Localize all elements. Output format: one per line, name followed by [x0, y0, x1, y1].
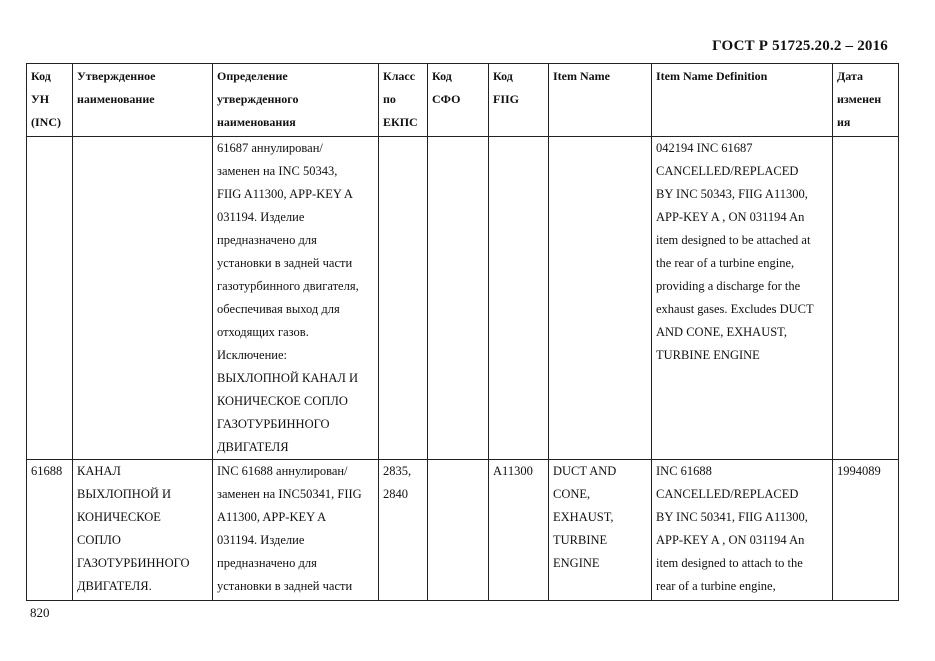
cell-text-line: item designed to be attached at	[656, 233, 811, 247]
cell-text-line: INC 61688 аннулирован/	[217, 464, 348, 478]
cell-text-line: предназначено для	[217, 233, 317, 247]
cell-text-line: BY INC 50343, FIIG A11300,	[656, 187, 808, 201]
cell-item-name-definition	[652, 137, 833, 460]
cell-text-line: Определение	[217, 69, 288, 83]
cell-text-line: ВЫХЛОПНОЙ КАНАЛ И	[217, 371, 359, 385]
cell-text-line: APP-KEY A , ON 031194 An	[656, 533, 805, 547]
cell-text-line: FIIG	[493, 92, 520, 106]
cell-text-line: (INC)	[31, 115, 61, 129]
header-cell-fiig-code	[489, 64, 549, 137]
cell-text-line: 031194. Изделие	[217, 533, 305, 547]
cell-item-name	[549, 137, 652, 460]
cell-text-line: Дата	[837, 69, 863, 83]
cell-text-line: ДВИГАТЕЛЯ	[217, 440, 289, 454]
cell-sfo-code	[428, 137, 489, 460]
cell-text-line: ЕКПС	[383, 115, 418, 129]
cell-text-line: утвержденного	[217, 92, 299, 106]
page-number: 820	[30, 605, 50, 620]
cell-text-line: СОПЛО	[77, 533, 121, 547]
cell-text-line: exhaust gases. Excludes DUCT	[656, 302, 814, 316]
cell-fiig-code	[489, 460, 549, 601]
cell-text-line: 61688	[31, 464, 63, 478]
cell-text-line: FIIG A11300, APP-KEY A	[217, 187, 353, 201]
cell-text-line: Item Name Definition	[656, 69, 768, 83]
cell-text-line: APP-KEY A , ON 031194 An	[656, 210, 805, 224]
cell-inc-code	[27, 137, 73, 460]
cell-text-line: A11300	[493, 464, 533, 478]
cell-text-line: предназначено для	[217, 556, 317, 570]
document-title: ГОСТ Р 51725.20.2 – 2016	[712, 38, 888, 54]
cell-text-line: providing a discharge for the	[656, 279, 801, 293]
cell-text-line: A11300, APP-KEY A	[217, 510, 327, 524]
header-cell-item-name-definition	[652, 64, 833, 137]
cell-text-line: наименования	[217, 115, 296, 129]
cell-change-date	[833, 460, 899, 601]
cell-text-line: EXHAUST,	[553, 510, 614, 524]
cell-text-line: item designed to attach to the	[656, 556, 803, 570]
header-cell-inc-code	[27, 64, 73, 137]
cell-text-line: КАНАЛ	[77, 464, 121, 478]
cell-text-line: 2835,	[383, 464, 412, 478]
cell-text-line: КОНИЧЕСКОЕ	[77, 510, 161, 524]
cell-text-line: ENGINE	[553, 556, 600, 570]
cell-text-line: КОНИЧЕСКОЕ СОПЛО	[217, 394, 348, 408]
cell-text-line: 61687 аннулирован/	[217, 141, 323, 155]
cell-ekps-class	[379, 460, 428, 601]
cell-item-name	[549, 460, 652, 601]
cell-text-line: CONE,	[553, 487, 591, 501]
cell-text-line: TURBINE	[553, 533, 608, 547]
cell-text-line: Исключение:	[217, 348, 287, 362]
cell-approved-name	[73, 460, 213, 601]
cell-inc-code	[27, 460, 73, 601]
cell-text-line: УН	[31, 92, 50, 106]
cell-text-line: CANCELLED/REPLACED	[656, 487, 799, 501]
cell-text-line: ГАЗОТУРБИННОГО	[77, 556, 190, 570]
cell-text-line: отходящих газов.	[217, 325, 309, 339]
cell-text-line: установки в задней части	[217, 579, 353, 593]
cell-text-line: 1994089	[837, 464, 881, 478]
cell-approved-name	[73, 137, 213, 460]
inc-table	[26, 63, 899, 601]
cell-text-line: Код	[432, 69, 452, 83]
cell-text-line: ия	[837, 115, 851, 129]
header-cell-change-date	[833, 64, 899, 137]
cell-change-date	[833, 137, 899, 460]
cell-text-line: CANCELLED/REPLACED	[656, 164, 799, 178]
cell-text-line: заменен на INC 50343,	[217, 164, 338, 178]
table-header-row	[27, 64, 899, 137]
cell-text-line: the rear of a turbine engine,	[656, 256, 795, 270]
header-cell-ekps-class	[379, 64, 428, 137]
cell-text-line: rear of a turbine engine,	[656, 579, 776, 593]
cell-text-line: СФО	[432, 92, 461, 106]
cell-text-line: BY INC 50341, FIIG A11300,	[656, 510, 808, 524]
cell-sfo-code	[428, 460, 489, 601]
cell-text-line: INC 61688	[656, 464, 712, 478]
cell-text-line: газотурбинного двигателя,	[217, 279, 359, 293]
cell-text-line: Утвержденное	[77, 69, 156, 83]
cell-ekps-class	[379, 137, 428, 460]
header-cell-item-name	[549, 64, 652, 137]
cell-text-line: изменен	[837, 92, 882, 106]
cell-text-line: Код	[493, 69, 513, 83]
cell-name-definition	[213, 137, 379, 460]
cell-text-line: заменен на INC50341, FIIG	[217, 487, 362, 501]
cell-text-line: AND CONE, EXHAUST,	[656, 325, 788, 339]
cell-item-name-definition	[652, 460, 833, 601]
header-cell-sfo-code	[428, 64, 489, 137]
cell-text-line: ВЫХЛОПНОЙ И	[77, 487, 172, 501]
cell-text-line: обеспечивая выход для	[217, 302, 340, 316]
cell-fiig-code	[489, 137, 549, 460]
header-cell-approved-name	[73, 64, 213, 137]
cell-name-definition	[213, 460, 379, 601]
table-row	[27, 137, 899, 460]
cell-text-line: DUCT AND	[553, 464, 617, 478]
table-row	[27, 460, 899, 601]
cell-text-line: Класс	[383, 69, 416, 83]
cell-text-line: установки в задней части	[217, 256, 353, 270]
cell-text-line: Item Name	[553, 69, 610, 83]
cell-text-line: ДВИГАТЕЛЯ.	[77, 579, 152, 593]
cell-text-line: 2840	[383, 487, 408, 501]
cell-text-line: ГАЗОТУРБИННОГО	[217, 417, 330, 431]
cell-text-line: Код	[31, 69, 51, 83]
cell-text-line: 031194. Изделие	[217, 210, 305, 224]
cell-text-line: 042194 INC 61687	[656, 141, 753, 155]
cell-text-line: наименование	[77, 92, 155, 106]
header-cell-name-definition	[213, 64, 379, 137]
cell-text-line: TURBINE ENGINE	[656, 348, 760, 362]
cell-text-line: по	[383, 92, 396, 106]
